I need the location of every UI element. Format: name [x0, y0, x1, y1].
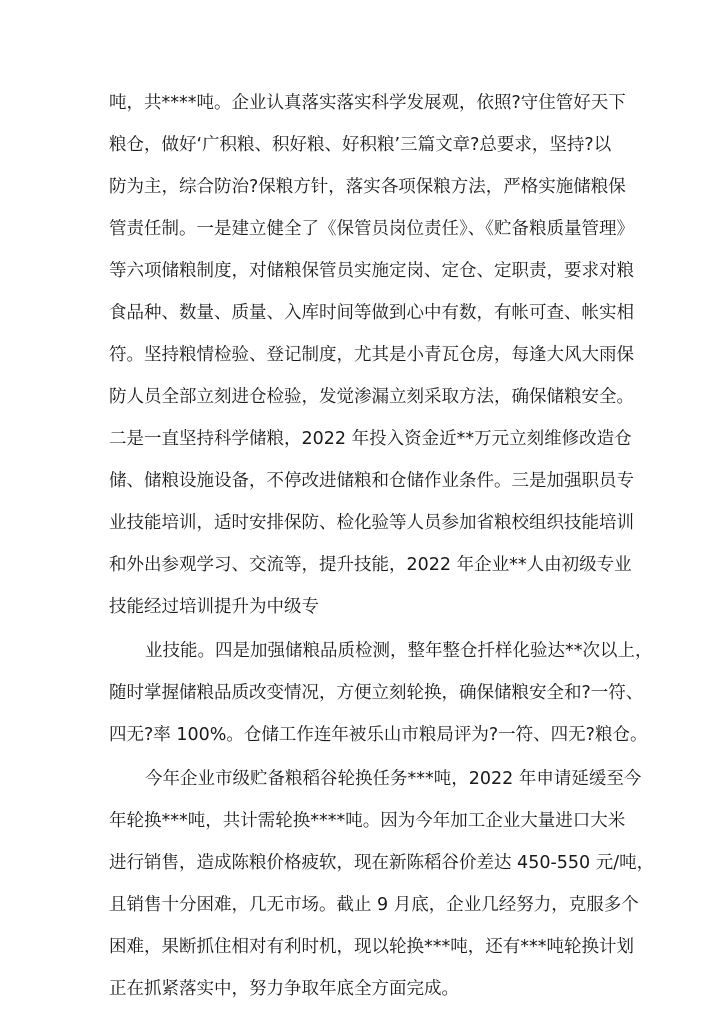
- text-line: 管责任制。一是建立健全了《保管员岗位责任》、《贮备粮质量管理》: [109, 219, 634, 239]
- text-line: 符。坚持粮情检验、登记制度，尤其是小青瓦仓房，每逢大风大雨保: [109, 345, 634, 365]
- text-line: 吨，共****吨。企业认真落实落实科学发展观，依照?守住管好天下: [109, 93, 626, 113]
- text-line: 技能经过培训提升为中级专: [109, 597, 319, 617]
- text-line: 随时掌握储粮品质改变情况，方便立刻轮换，确保储粮安全和?一符、: [109, 683, 644, 703]
- text-line: 四无?率 100%。仓储工作连年被乐山市粮局评为?一符、四无?粮仓。: [109, 725, 648, 745]
- text-line: 食品种、数量、质量、入库时间等做到心中有数，有帐可查、帐实相: [109, 303, 634, 323]
- text-line: 储、储粮设施设备，不停改进储粮和仓储作业条件。三是加强职员专: [109, 471, 634, 491]
- text-line: 今年企业市级贮备粮稻谷轮换任务***吨，2022 年申请延缓至今: [145, 769, 642, 789]
- text-line: 年轮换***吨，共计需轮换****吨。因为今年加工企业大量进口大米: [109, 811, 626, 831]
- text-line: 困难，果断抓住相对有利时机，现以轮换***吨，还有***吨轮换计划: [109, 937, 634, 957]
- text-line: 进行销售，造成陈粮价格疲软，现在新陈稻谷价差达 450-550 元/吨，: [109, 853, 655, 873]
- text-line: 粮仓，做好‘广积粮、积好粮、好积粮’三篇文章?总要求，坚持?以: [109, 135, 612, 155]
- text-line: 防为主，综合防治?保粮方针，落实各项保粮方法，严格实施储粮保: [109, 177, 626, 197]
- text-line: 正在抓紧落实中，努力争取年底全方面完成。: [109, 979, 459, 999]
- text-line: 业技能。四是加强储粮品质检测，整年整仓扦样化验达**次以上，: [145, 641, 653, 661]
- text-line: 业技能培训，适时安排保防、检化验等人员参加省粮校组织技能培训: [109, 513, 634, 533]
- text-line: 二是一直坚持科学储粮，2022 年投入资金近**万元立刻维修改造仓: [109, 429, 632, 449]
- text-line: 和外出参观学习、交流等，提升技能，2022 年企业**人由初级专业: [109, 555, 632, 575]
- text-line: 防人员全部立刻进仓检验，发觉渗漏立刻采取方法，确保储粮安全。: [109, 387, 634, 407]
- text-line: 等六项储粮制度，对储粮保管员实施定岗、定仓、定职责，要求对粮: [109, 261, 634, 281]
- text-line: 且销售十分困难，几无市场。截止 9 月底，企业几经努力，克服多个: [109, 895, 639, 915]
